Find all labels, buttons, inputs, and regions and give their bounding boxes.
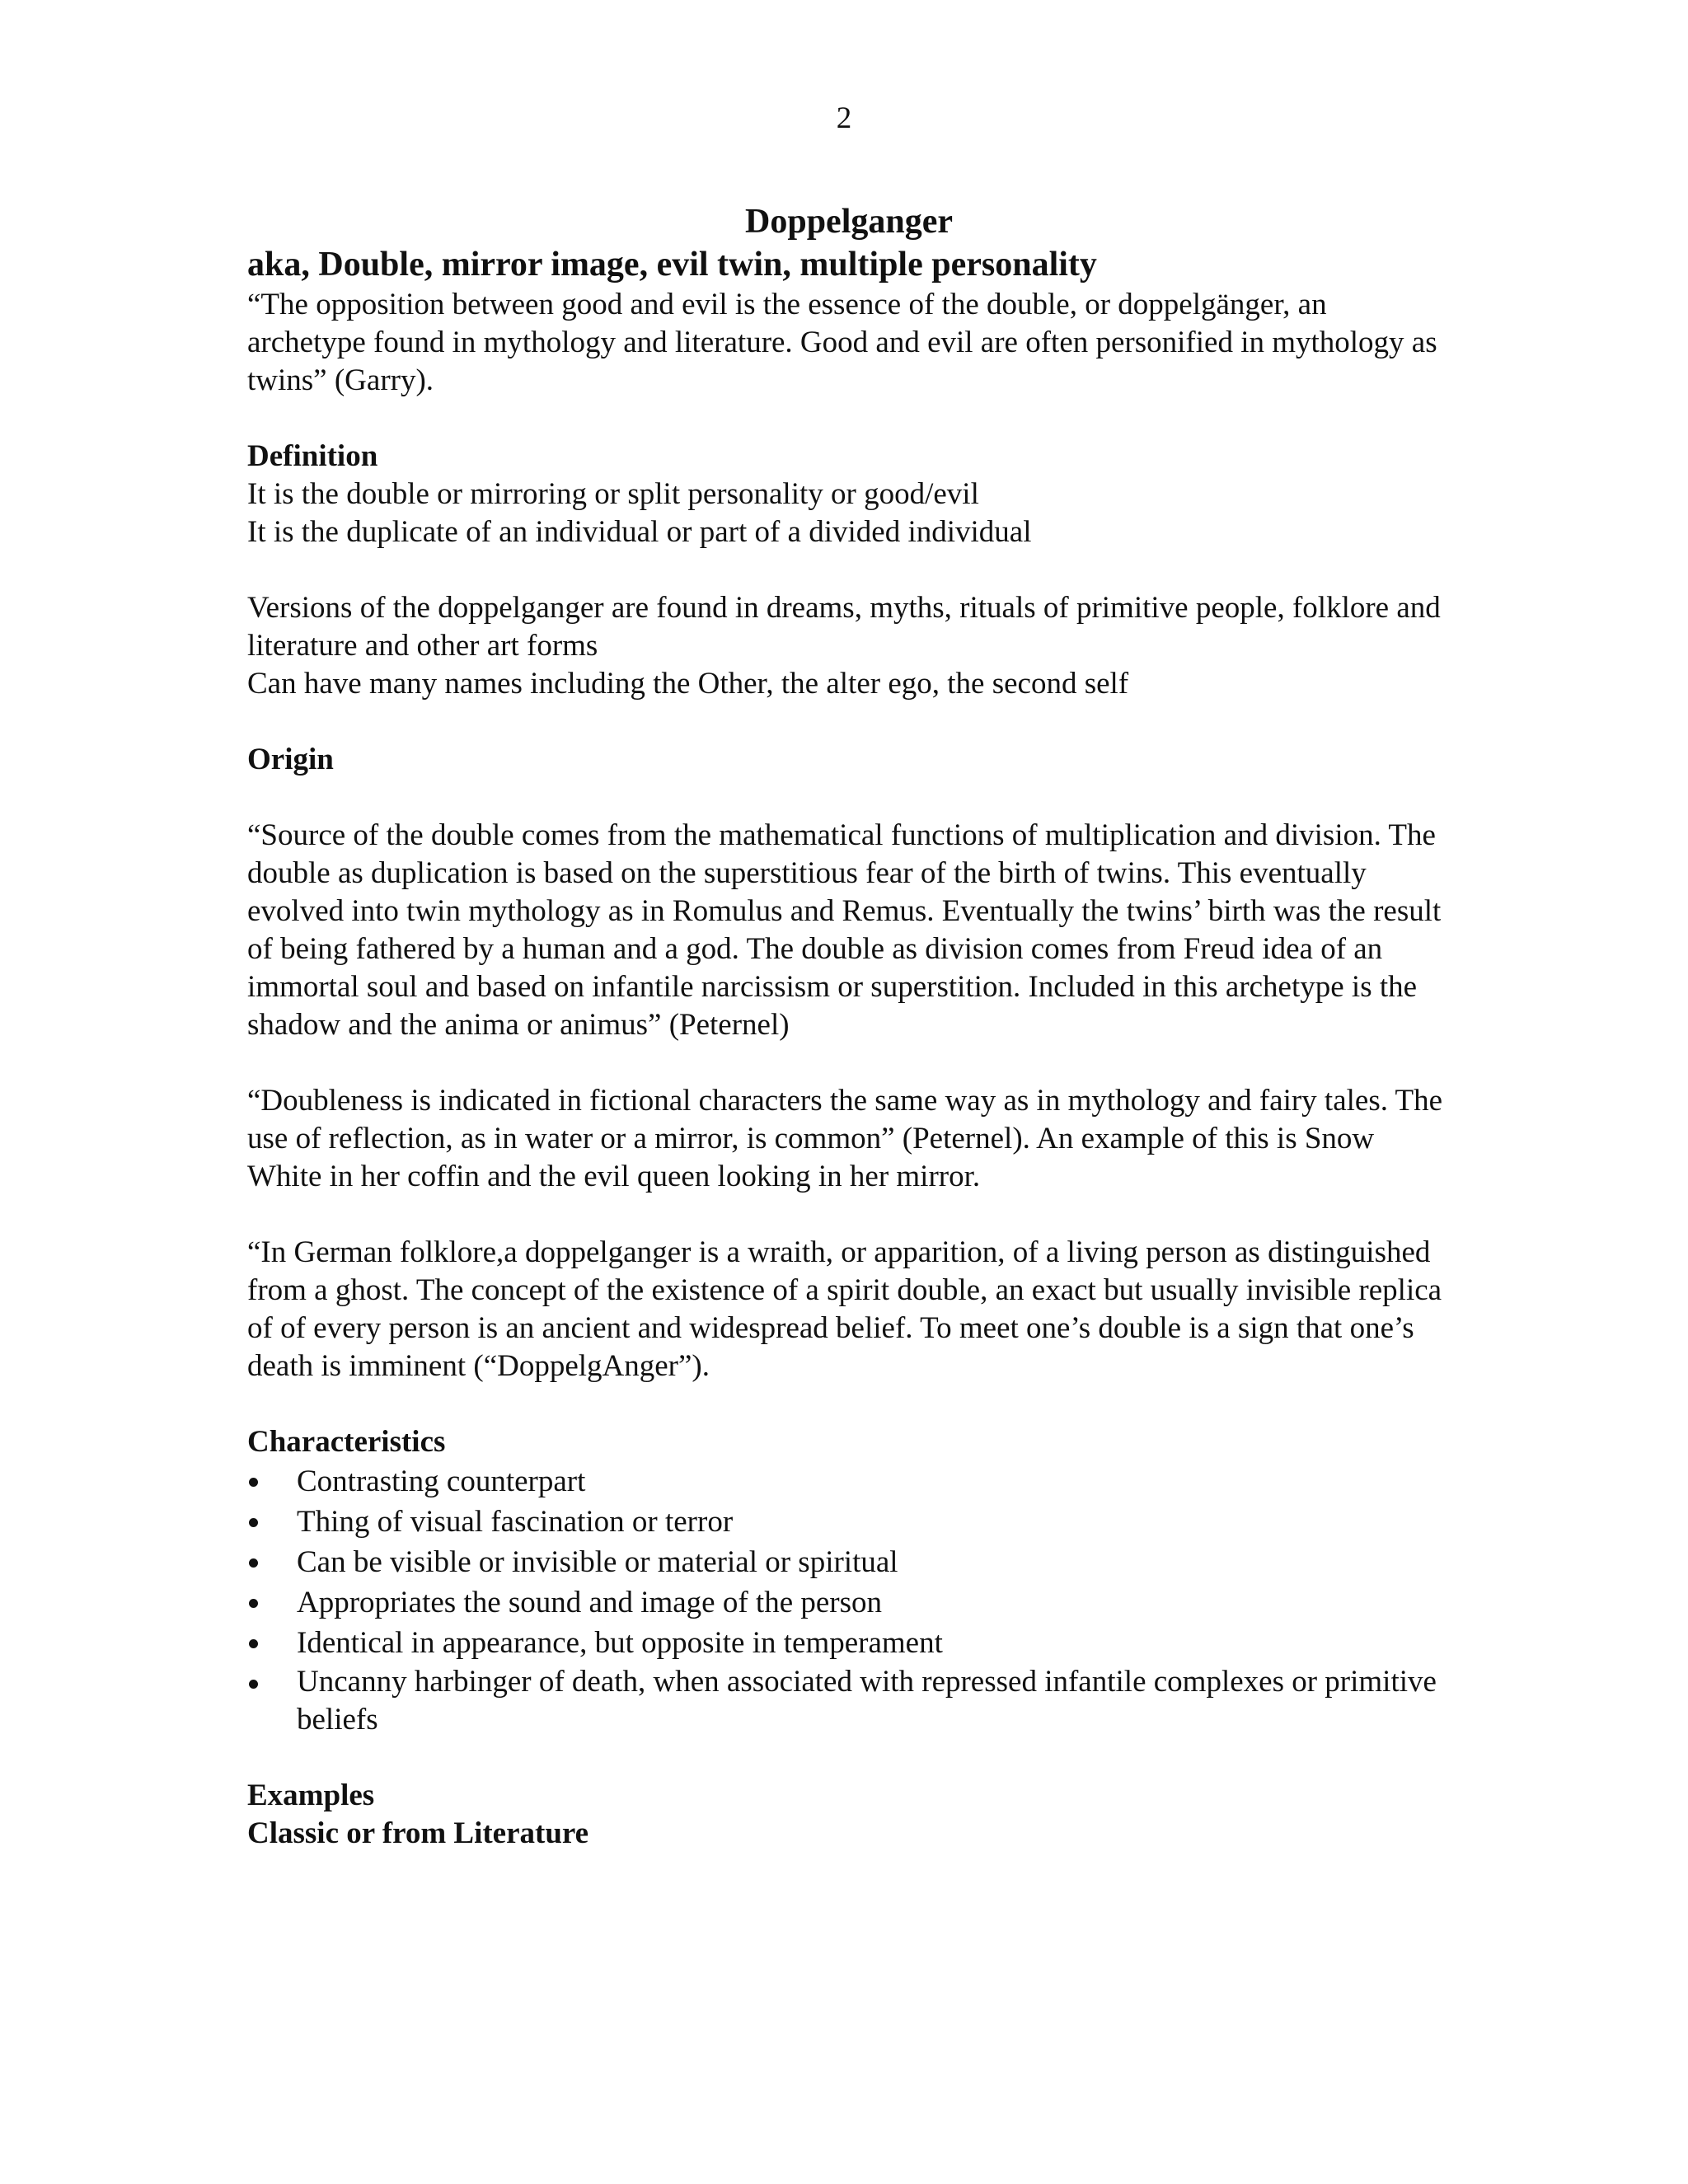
definition-heading: Definition (247, 439, 378, 473)
characteristics-heading: Characteristics (247, 1425, 446, 1459)
origin-paragraph: “Source of the double comes from the mathematical functions of multiplication and division. The double as duplication is based on the superstitious fear of the birth of twins. This eventually evolved into twin mythology as in Romulus and Remus. Eventually the twins’ birth was the result of being fathered by a human and a god. The double as division comes from Freud idea of an immortal soul and based on infantile narcissism or superstition. Included in this archetype is the shadow and the anima or animus” (Peternel) (247, 818, 1442, 1042)
list-item-text: Uncanny harbinger of death, when associated with repressed infantile complexes or primitive beliefs (297, 1665, 1437, 1736)
list-item-text: Appropriates the sound and image of the person (297, 1586, 883, 1619)
bullet-icon (249, 1639, 258, 1648)
intro-quote: “The opposition between good and evil is the essence of the double, or doppelgänger, an archetype found in mythology and literature. Good and evil are often personified in mythology as twins” (Garry). (247, 288, 1437, 397)
list-item-text: Identical in appearance, but opposite in temperament (297, 1626, 943, 1660)
document-title: Doppelganger (745, 203, 953, 241)
origin-paragraph: “Doubleness is indicated in fictional characters the same way as in mythology and fairy tales. The use of reflection, as in water or a mirror, is common” (Peternel). An example of this is Snow White in her coffin and the evil queen looking in her mirror. (247, 1084, 1443, 1193)
origin-heading: Origin (247, 743, 334, 776)
definition-line: It is the duplicate of an individual or part of a divided individual (247, 515, 1032, 549)
list-item (247, 1502, 1451, 1542)
list-item (247, 1582, 1451, 1623)
examples-heading: Examples (247, 1779, 375, 1812)
origin-paragraph: “In German folklore,a doppelganger is a wraith, or apparition, of a living person as distinguished from a ghost. The concept of the existence of a spirit double, an exact but usually invisible replica of of every person is an ancient and widespread belief. To meet one’s double is a sign that one’s death is imminent (“DoppelgAnger”). (247, 1235, 1442, 1383)
bullet-icon (249, 1558, 258, 1568)
bullet-icon (249, 1478, 258, 1487)
examples-subheading: Classic or from Literature (247, 1816, 589, 1850)
list-item (247, 1461, 1451, 1502)
characteristics-list (247, 1461, 1451, 1739)
definition-names: Can have many names including the Other, the alter ego, the second self (247, 667, 1129, 701)
definition-versions: Versions of the doppelganger are found in dreams, myths, rituals of primitive people, folklore and literature and other art forms (247, 591, 1441, 663)
list-item (247, 1542, 1451, 1582)
list-item-text: Contrasting counterpart (297, 1465, 586, 1498)
list-item (247, 1663, 1451, 1739)
page-number: 2 (836, 101, 852, 135)
definition-line: It is the double or mirroring or split personality or good/evil (247, 477, 979, 511)
bullet-icon (249, 1599, 258, 1608)
list-item (247, 1623, 1451, 1663)
list-item-text: Thing of visual fascination or terror (297, 1505, 734, 1539)
bullet-icon (249, 1680, 258, 1689)
document-body (247, 200, 1451, 1853)
list-item-text: Can be visible or invisible or material or spiritual (297, 1545, 898, 1579)
document-subtitle: aka, Double, mirror image, evil twin, multiple personality (247, 246, 1097, 284)
bullet-icon (249, 1518, 258, 1527)
